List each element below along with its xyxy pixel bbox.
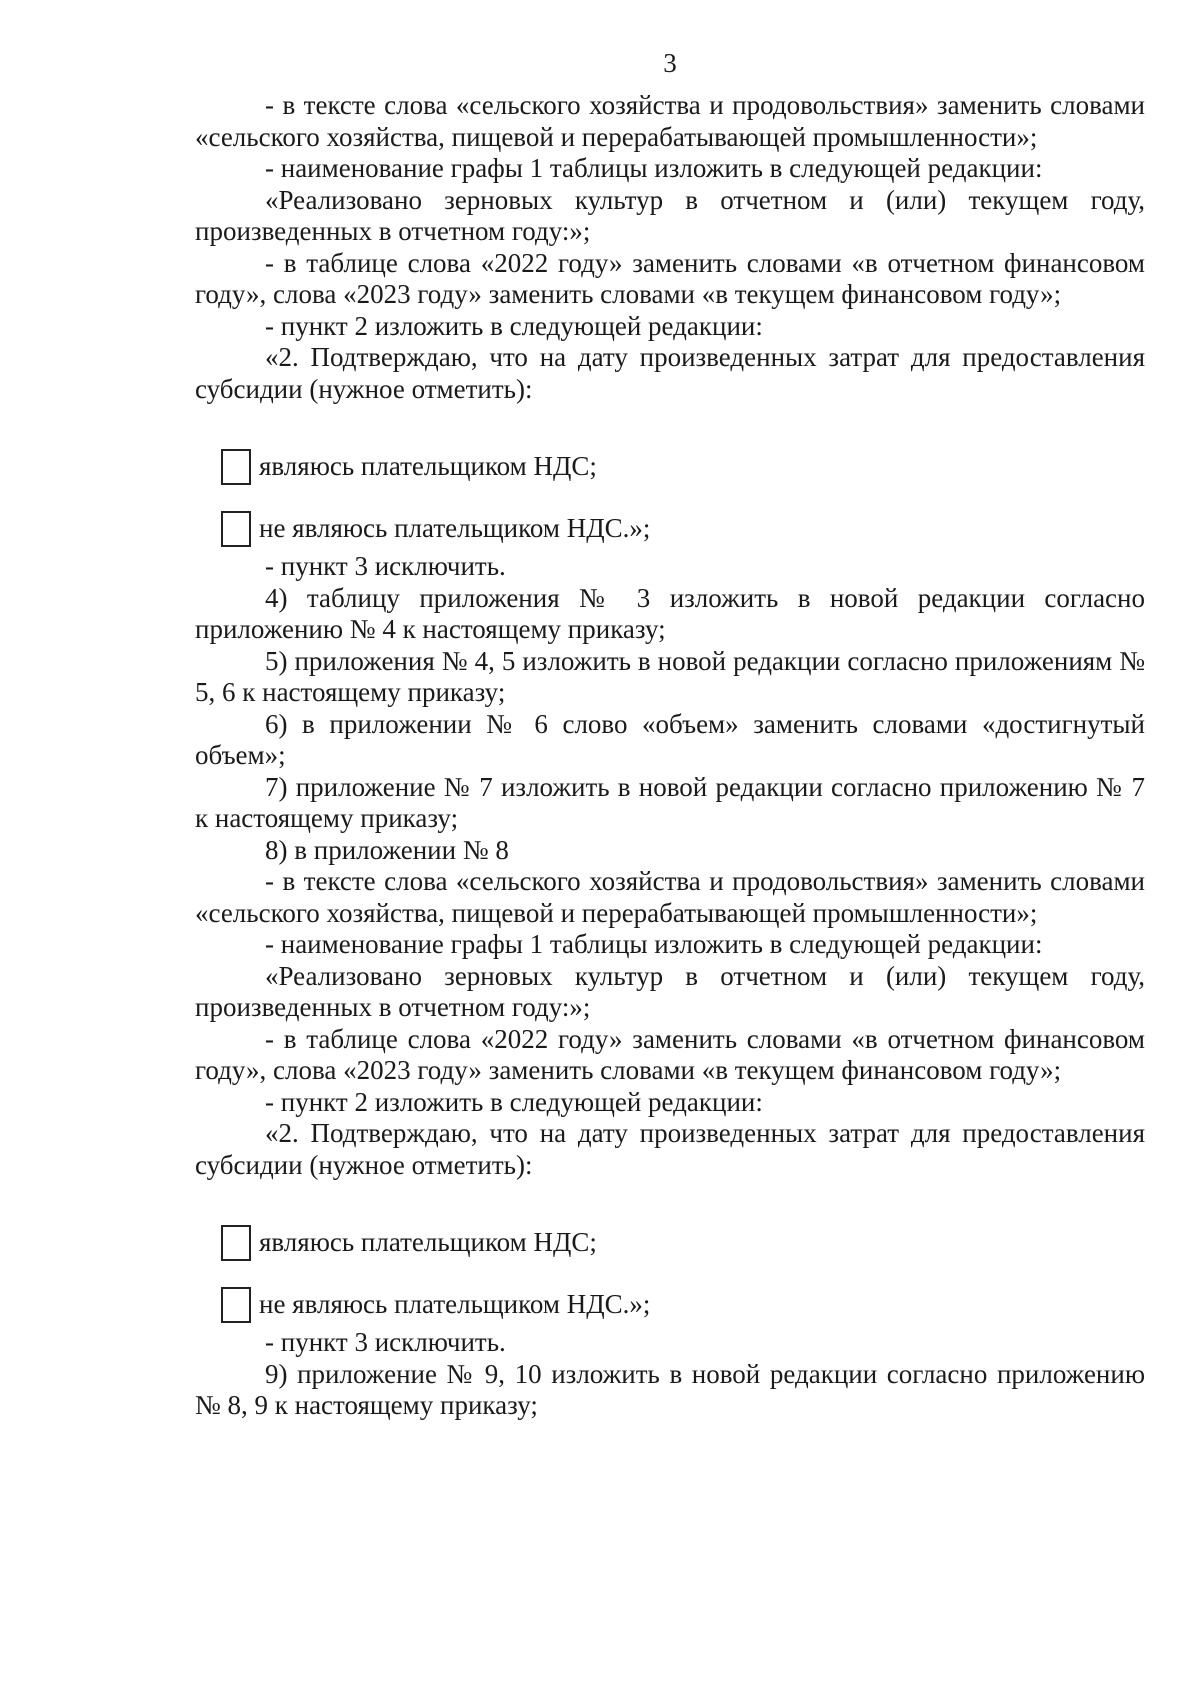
paragraph-replace-words: - в тексте слова «сельского хозяйства и продовольствия» заменить словами «сельского хозяйства, пищевой и перерабатывающей промышленности»;	[195, 90, 1145, 152]
option-vat-payer	[221, 445, 1145, 489]
option-not-vat-payer	[221, 507, 1145, 551]
item-4: 4) таблицу приложения № 3 изложить в новой редакции согласно приложению № 4 к настоящему приказу;	[195, 582, 1145, 644]
item-7: 7) приложение № 7 изложить в новой редакции согласно приложению № 7 к настоящему приказу;	[195, 771, 1145, 833]
paragraph-confirm: «2. Подтверждаю, что на дату произведенных затрат для предоставления субсидии (нужное отметить):	[195, 342, 1145, 404]
spacer	[195, 405, 1145, 441]
paragraph-column-title-text: «Реализовано зерновых культур в отчетном и (или) текущем году, произведенных в отчетном году:»;	[195, 184, 1145, 246]
document-body	[195, 90, 1145, 1422]
option-vat-payer	[221, 1221, 1145, 1265]
checkbox-icon	[221, 1287, 251, 1323]
page-number: 3	[663, 48, 677, 78]
paragraph-confirm: «2. Подтверждаю, что на дату произведенных затрат для предоставления субсидии (нужное отметить):	[195, 1118, 1145, 1180]
option-label: являюсь плательщиком НДС;	[259, 1227, 597, 1258]
item-6: 6) в приложении № 6 слово «объем» заменить словами «достигнутый объем»;	[195, 708, 1145, 770]
option-label: не являюсь плательщиком НДС.»;	[259, 1289, 651, 1320]
paragraph-replace-words: - в тексте слова «сельского хозяйства и продовольствия» заменить словами «сельского хозяйства, пищевой и перерабатывающей промышленности»;	[195, 866, 1145, 928]
option-not-vat-payer	[221, 1283, 1145, 1327]
paragraph-table-years: - в таблице слова «2022 году» заменить словами «в отчетном финансовом году», слова «2023 году» заменить словами «в текущем финансовом году»;	[195, 247, 1145, 309]
option-label: являюсь плательщиком НДС;	[259, 451, 597, 482]
option-label: не являюсь плательщиком НДС.»;	[259, 513, 651, 544]
checkbox-icon	[221, 449, 251, 485]
checkbox-icon	[221, 511, 251, 547]
checkbox-icon	[221, 1225, 251, 1261]
item-9: 9) приложение № 9, 10 изложить в новой редакции согласно приложению № 8, 9 к настоящему приказу;	[195, 1358, 1145, 1420]
paragraph-column-title: - наименование графы 1 таблицы изложить в следующей редакции:	[265, 153, 1043, 183]
paragraph-table-years: - в таблице слова «2022 году» заменить словами «в отчетном финансовом году», слова «2023 году» заменить словами «в текущем финансовом году»;	[195, 1023, 1145, 1085]
paragraph-item3-delete: - пункт 3 исключить.	[265, 551, 506, 581]
item-8: 8) в приложении № 8	[265, 834, 509, 865]
paragraph-item2-edit: - пункт 2 изложить в следующей редакции:	[265, 310, 763, 341]
paragraph-column-title-text: «Реализовано зерновых культур в отчетном и (или) текущем году, произведенных в отчетном году:»;	[195, 960, 1145, 1022]
paragraph-item3-delete: - пункт 3 исключить.	[265, 1327, 506, 1357]
item-5: 5) приложения № 4, 5 изложить в новой редакции согласно приложениям № 5, 6 к настоящему приказу;	[195, 645, 1145, 707]
paragraph-item2-edit: - пункт 2 изложить в следующей редакции:	[265, 1086, 763, 1117]
paragraph-column-title: - наименование графы 1 таблицы изложить в следующей редакции:	[265, 929, 1043, 959]
spacer	[195, 1181, 1145, 1217]
